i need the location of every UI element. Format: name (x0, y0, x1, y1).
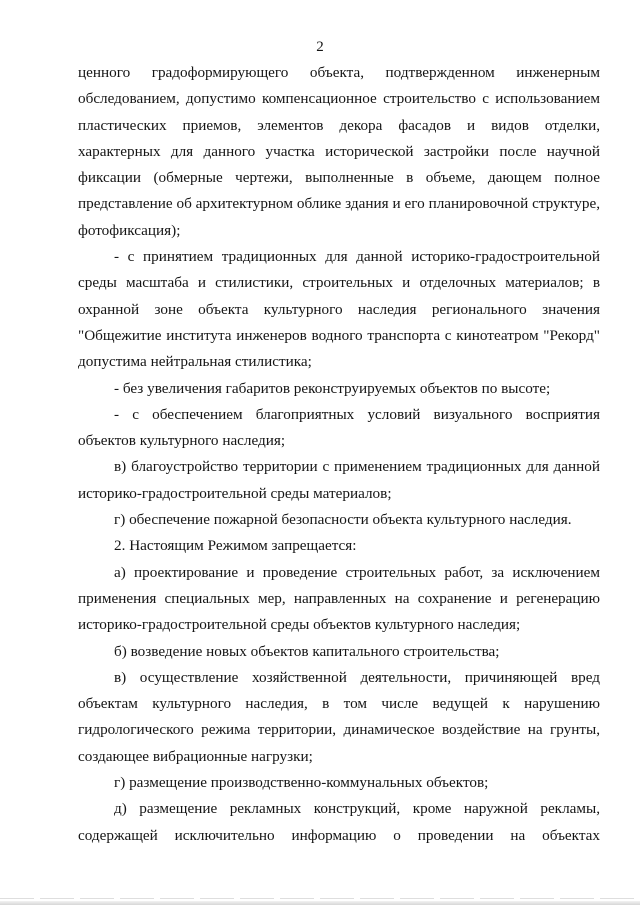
page-number: 2 (316, 39, 324, 55)
paragraph: - без увеличения габаритов реконструируемых объектов по высоте; (114, 379, 551, 397)
paragraph: в) благоустройство территории с применением традиционных для данной историко-градостроительной среды материалов; (78, 458, 600, 502)
paragraph: - с обеспечением благоприятных условий визуального восприятия объектов культурного наследия; (78, 405, 600, 450)
paragraph: д) размещение рекламных конструкций, кроме наружной рекламы, содержащей исключительно информацию о проведении на объектах (78, 800, 600, 844)
paragraph: 2. Настоящим Режимом запрещается: (114, 537, 357, 555)
paragraph: - с принятием традиционных для данной историко-градостроительной среды масштаба и стилистики, строительных и отделочных материалов; в охранной зоне объекта культурного наследия регионального значения "Общежитие института инженеров водного транспорта с кинотеатром "Рекорд" допустима нейтральная стилистика; (78, 248, 600, 371)
paragraph: г) обеспечение пожарной безопасности объекта культурного наследия. (114, 511, 572, 529)
paragraph: г) размещение производственно-коммунальных объектов; (114, 774, 489, 792)
document-body (78, 60, 600, 849)
scan-artifact-line (0, 898, 640, 899)
paragraph: в) осуществление хозяйственной деятельности, причиняющей вред объектам культурного наследия, в том числе ведущей к нарушению гидрологического режима территории, динамическое воздействие на грунты, создающее вибрационные нагрузки; (78, 668, 600, 765)
paragraph: б) возведение новых объектов капитального строительства; (114, 642, 500, 660)
scan-edge (0, 901, 640, 905)
paragraph: а) проектирование и проведение строительных работ, за исключением применения специальных мер, направленных на сохранение и регенерацию историко-градостроительной среды объектов культурного наследия; (78, 563, 600, 634)
paragraph: ценного градоформирующего объекта, подтвержденном инженерным обследованием, допустимо компенсационное строительство с использованием пластических приемов, элементов декора фасадов и видов отделки, характерных для данного участка исторической застройки после научной фиксации (обмерные чертежи, выполненные в объеме, дающем полное представление об архитектурном облике здания и его планировочной структуре, фотофиксация); (78, 64, 600, 239)
